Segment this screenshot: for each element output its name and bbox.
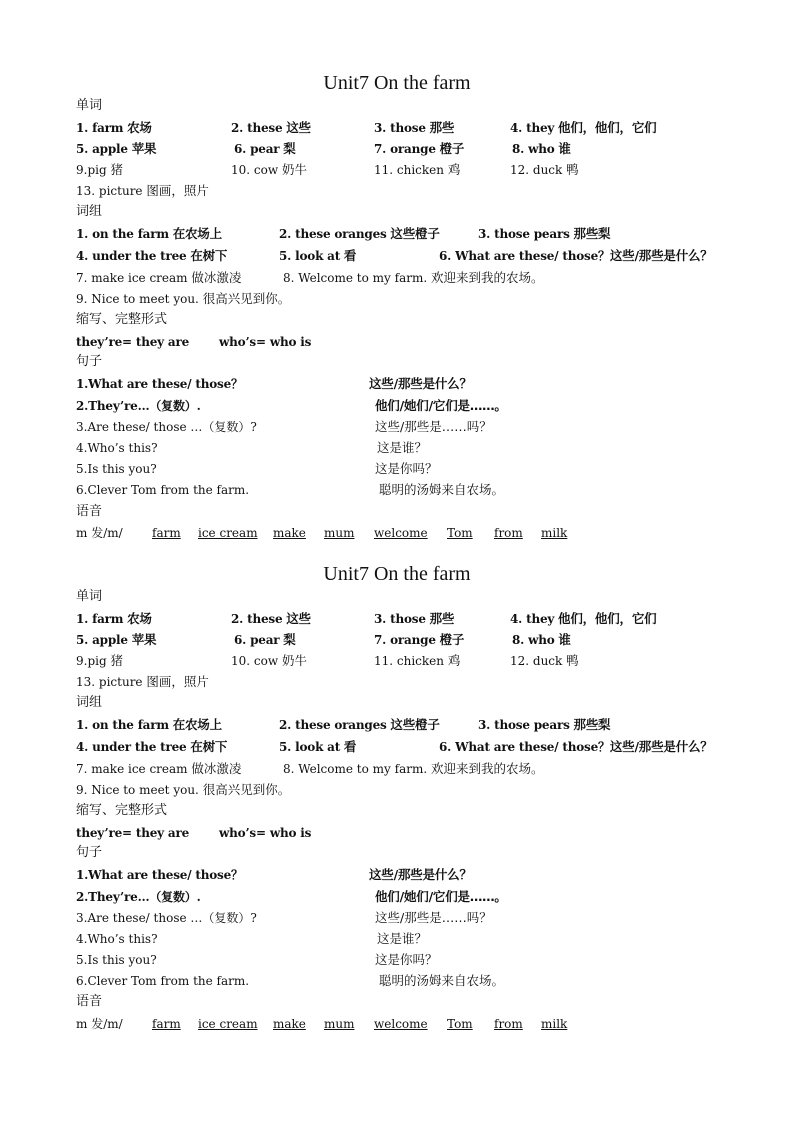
word-cn: 图画，照片: [146, 183, 209, 198]
sentence-row: [0, 908, 794, 930]
phonics-word: from: [494, 526, 523, 540]
sentence-row: [0, 438, 794, 460]
word-en: 9.pig: [76, 654, 107, 668]
phrase-cn: 做冰激凌: [191, 761, 242, 776]
word-cn: 鸡: [447, 653, 461, 668]
words-row-2: [0, 630, 794, 652]
word-cn: 橙子: [439, 632, 465, 647]
word-en: 9.pig: [76, 163, 107, 177]
phonics-heading: 语音: [76, 504, 103, 519]
word-cn: 农场: [127, 120, 152, 135]
sentence-en: 3.Are these/ those …（复数）?: [76, 420, 257, 434]
phrase-en: 3. those pears: [478, 227, 570, 241]
phrase-en: 8. Welcome to my farm.: [283, 762, 428, 776]
phonics-label: m 发/m/: [76, 1017, 123, 1031]
word-cn: 苹果: [131, 632, 157, 647]
phrase-cn: 这些/那些是什么？: [609, 739, 713, 754]
words-row-3: [0, 651, 794, 673]
phrase-cn: 很高兴见到你。: [202, 782, 291, 797]
words-row-3: [0, 160, 794, 182]
phrase-cn: 这些橙子: [390, 226, 440, 241]
phrase-cn: 在树下: [190, 248, 228, 263]
word-cn: 那些: [429, 611, 455, 626]
phonics-word: farm: [152, 1017, 181, 1031]
sentence-en: 6.Clever Tom from the farm.: [76, 483, 250, 497]
word-en: 3. those: [374, 612, 426, 626]
phrases-row-1: [0, 715, 794, 737]
sentence-en: 2.They’re…（复数）.: [76, 890, 201, 904]
phonics-word: Tom: [447, 1017, 473, 1031]
word-cn: 鸭: [566, 162, 579, 177]
unit-title: Unit7 On the farm: [323, 72, 471, 94]
phrase-en: 7. make ice cream: [76, 762, 188, 776]
sentence-en: 5.Is this you?: [76, 953, 157, 967]
words-row-2: [0, 139, 794, 161]
phrases-heading: 词组: [76, 204, 103, 219]
phrase-en: 2. these oranges: [279, 718, 387, 732]
phrase-en: 6. What are these/ those？: [439, 249, 610, 263]
sentence-row: [0, 865, 794, 887]
phonics-word: from: [494, 1017, 523, 1031]
phrases-row-2: [0, 246, 794, 268]
word-en: 1. farm: [76, 121, 124, 135]
word-en: 13. picture: [76, 675, 143, 689]
sentence-row: [0, 887, 794, 909]
phonics-heading: 语音: [76, 994, 103, 1009]
contractions-heading: 缩写、完整形式: [76, 803, 168, 818]
phrases-row-3: [0, 268, 794, 290]
sentence-en: 1.What are these/ those？: [76, 377, 243, 391]
word-en: 13. picture: [76, 184, 143, 198]
sentence-cn: 这些/那些是……吗？: [375, 419, 492, 434]
phrases-row-4: [0, 289, 794, 311]
sentences-heading: 句子: [76, 354, 103, 369]
sentence-row: [0, 929, 794, 951]
phrase-cn: 这些橙子: [390, 717, 440, 732]
phrase-en: 5. look at: [279, 249, 341, 263]
word-cn: 农场: [127, 611, 152, 626]
words-row-1: [0, 118, 794, 140]
sentence-row: [0, 396, 794, 418]
phrase-en: 9. Nice to meet you.: [76, 292, 199, 306]
word-en: 10. cow: [231, 163, 279, 177]
contractions-row: [0, 332, 794, 354]
unit-title: Unit7 On the farm: [323, 563, 471, 585]
phrase-cn: 欢迎来到我的农场。: [431, 270, 544, 285]
phonics-word: milk: [541, 1017, 568, 1031]
phonics-word: make: [273, 1017, 306, 1031]
sentence-cn: 他们/她们/它们是……。: [375, 398, 507, 413]
word-cn: 橙子: [439, 141, 465, 156]
word-en: 12. duck: [510, 654, 563, 668]
sentence-cn: 这是谁？: [377, 440, 428, 455]
word-en: 11. chicken: [374, 654, 445, 668]
word-cn: 苹果: [131, 141, 157, 156]
phrase-cn: 这些/那些是什么？: [609, 248, 713, 263]
words-row-4: [0, 181, 794, 203]
word-en: 6. pear: [234, 633, 280, 647]
word-cn: 谁: [558, 632, 571, 647]
contraction-item: they’re= they are: [76, 826, 190, 840]
sentence-row: [0, 417, 794, 439]
word-en: 8. who: [512, 633, 555, 647]
word-cn: 这些: [286, 611, 311, 626]
sentence-en: 1.What are these/ those？: [76, 868, 243, 882]
phonics-word: ice cream: [198, 1017, 258, 1031]
phonics-word: make: [273, 526, 306, 540]
word-cn: 他们，他们，它们: [558, 120, 657, 135]
words-row-1: [0, 609, 794, 631]
phrase-cn: 看: [343, 248, 357, 263]
word-en: 2. these: [231, 612, 283, 626]
phrases-row-1: [0, 224, 794, 246]
word-cn: 奶牛: [281, 653, 307, 668]
phrase-en: 3. those pears: [478, 718, 570, 732]
phonics-label: m 发/m/: [76, 526, 123, 540]
word-en: 7. orange: [374, 142, 436, 156]
word-cn: 鸡: [447, 162, 461, 177]
sentence-row: [0, 459, 794, 481]
word-en: 4. they: [510, 612, 555, 626]
phrase-en: 1. on the farm: [76, 718, 169, 732]
phrase-cn: 很高兴见到你。: [202, 291, 291, 306]
sentence-en: 6.Clever Tom from the farm.: [76, 974, 250, 988]
contraction-item: who’s= who is: [219, 335, 312, 349]
word-en: 12. duck: [510, 163, 563, 177]
sentence-en: 2.They’re…（复数）.: [76, 399, 201, 413]
phonics-word: ice cream: [198, 526, 258, 540]
phrase-cn: 看: [343, 739, 357, 754]
contraction-item: they’re= they are: [76, 335, 190, 349]
phrase-en: 2. these oranges: [279, 227, 387, 241]
sentence-cn: 这些/那些是什么？: [369, 867, 472, 882]
phrase-en: 5. look at: [279, 740, 341, 754]
words-heading: 单词: [76, 98, 103, 113]
word-en: 2. these: [231, 121, 283, 135]
sentence-en: 4.Who’s this?: [76, 441, 158, 455]
phrase-cn: 那些梨: [573, 717, 611, 732]
word-en: 5. apple: [76, 633, 128, 647]
phonics-word: milk: [541, 526, 568, 540]
phrase-cn: 在农场上: [172, 717, 222, 732]
word-cn: 鸭: [566, 653, 579, 668]
phrase-cn: 在农场上: [172, 226, 222, 241]
word-en: 10. cow: [231, 654, 279, 668]
word-en: 3. those: [374, 121, 426, 135]
sentence-row: [0, 971, 794, 993]
word-cn: 图画，照片: [146, 674, 209, 689]
word-cn: 奶牛: [281, 162, 307, 177]
phrase-en: 1. on the farm: [76, 227, 169, 241]
phrase-en: 8. Welcome to my farm.: [283, 271, 428, 285]
phrase-en: 4. under the tree: [76, 740, 187, 754]
sentence-cn: 这是你吗？: [375, 461, 438, 476]
phonics-word: farm: [152, 526, 181, 540]
word-en: 1. farm: [76, 612, 124, 626]
word-cn: 梨: [283, 141, 296, 156]
word-cn: 这些: [286, 120, 311, 135]
phrases-row-4: [0, 780, 794, 802]
sentences-heading: 句子: [76, 845, 103, 860]
phonics-row: [0, 1014, 794, 1036]
sentence-cn: 聪明的汤姆来自农场。: [379, 973, 505, 988]
contractions-row: [0, 823, 794, 845]
phrase-en: 9. Nice to meet you.: [76, 783, 199, 797]
sentence-cn: 这是谁？: [377, 931, 428, 946]
phrase-cn: 在树下: [190, 739, 228, 754]
sentence-cn: 这些/那些是什么？: [369, 376, 472, 391]
phonics-word: welcome: [374, 526, 428, 540]
sentence-row: [0, 374, 794, 396]
phonics-row: [0, 523, 794, 545]
word-cn: 那些: [429, 120, 455, 135]
sentence-row: [0, 950, 794, 972]
phrase-cn: 做冰激凌: [191, 270, 242, 285]
sentence-en: 3.Are these/ those …（复数）?: [76, 911, 257, 925]
sentence-en: 4.Who’s this?: [76, 932, 158, 946]
word-en: 7. orange: [374, 633, 436, 647]
word-cn: 梨: [283, 632, 296, 647]
word-cn: 谁: [558, 141, 571, 156]
word-en: 6. pear: [234, 142, 280, 156]
words-row-4: [0, 672, 794, 694]
sentence-en: 5.Is this you?: [76, 462, 157, 476]
word-cn: 猪: [110, 653, 123, 668]
contractions-heading: 缩写、完整形式: [76, 312, 168, 327]
word-cn: 猪: [110, 162, 123, 177]
phrases-row-2: [0, 737, 794, 759]
phrases-row-3: [0, 759, 794, 781]
phonics-word: mum: [324, 1017, 355, 1031]
sentence-row: [0, 480, 794, 502]
phonics-word: Tom: [447, 526, 473, 540]
phrase-en: 4. under the tree: [76, 249, 187, 263]
word-en: 11. chicken: [374, 163, 445, 177]
word-en: 8. who: [512, 142, 555, 156]
contraction-item: who’s= who is: [219, 826, 312, 840]
phrase-cn: 那些梨: [573, 226, 611, 241]
phonics-word: welcome: [374, 1017, 428, 1031]
phrase-cn: 欢迎来到我的农场。: [431, 761, 544, 776]
word-en: 5. apple: [76, 142, 128, 156]
phrase-en: 7. make ice cream: [76, 271, 188, 285]
sentence-cn: 他们/她们/它们是……。: [375, 889, 507, 904]
word-en: 4. they: [510, 121, 555, 135]
word-cn: 他们，他们，它们: [558, 611, 657, 626]
phonics-word: mum: [324, 526, 355, 540]
phrase-en: 6. What are these/ those？: [439, 740, 610, 754]
phrases-heading: 词组: [76, 695, 103, 710]
sentence-cn: 聪明的汤姆来自农场。: [379, 482, 505, 497]
words-heading: 单词: [76, 589, 103, 604]
sentence-cn: 这是你吗？: [375, 952, 438, 967]
sentence-cn: 这些/那些是……吗？: [375, 910, 492, 925]
